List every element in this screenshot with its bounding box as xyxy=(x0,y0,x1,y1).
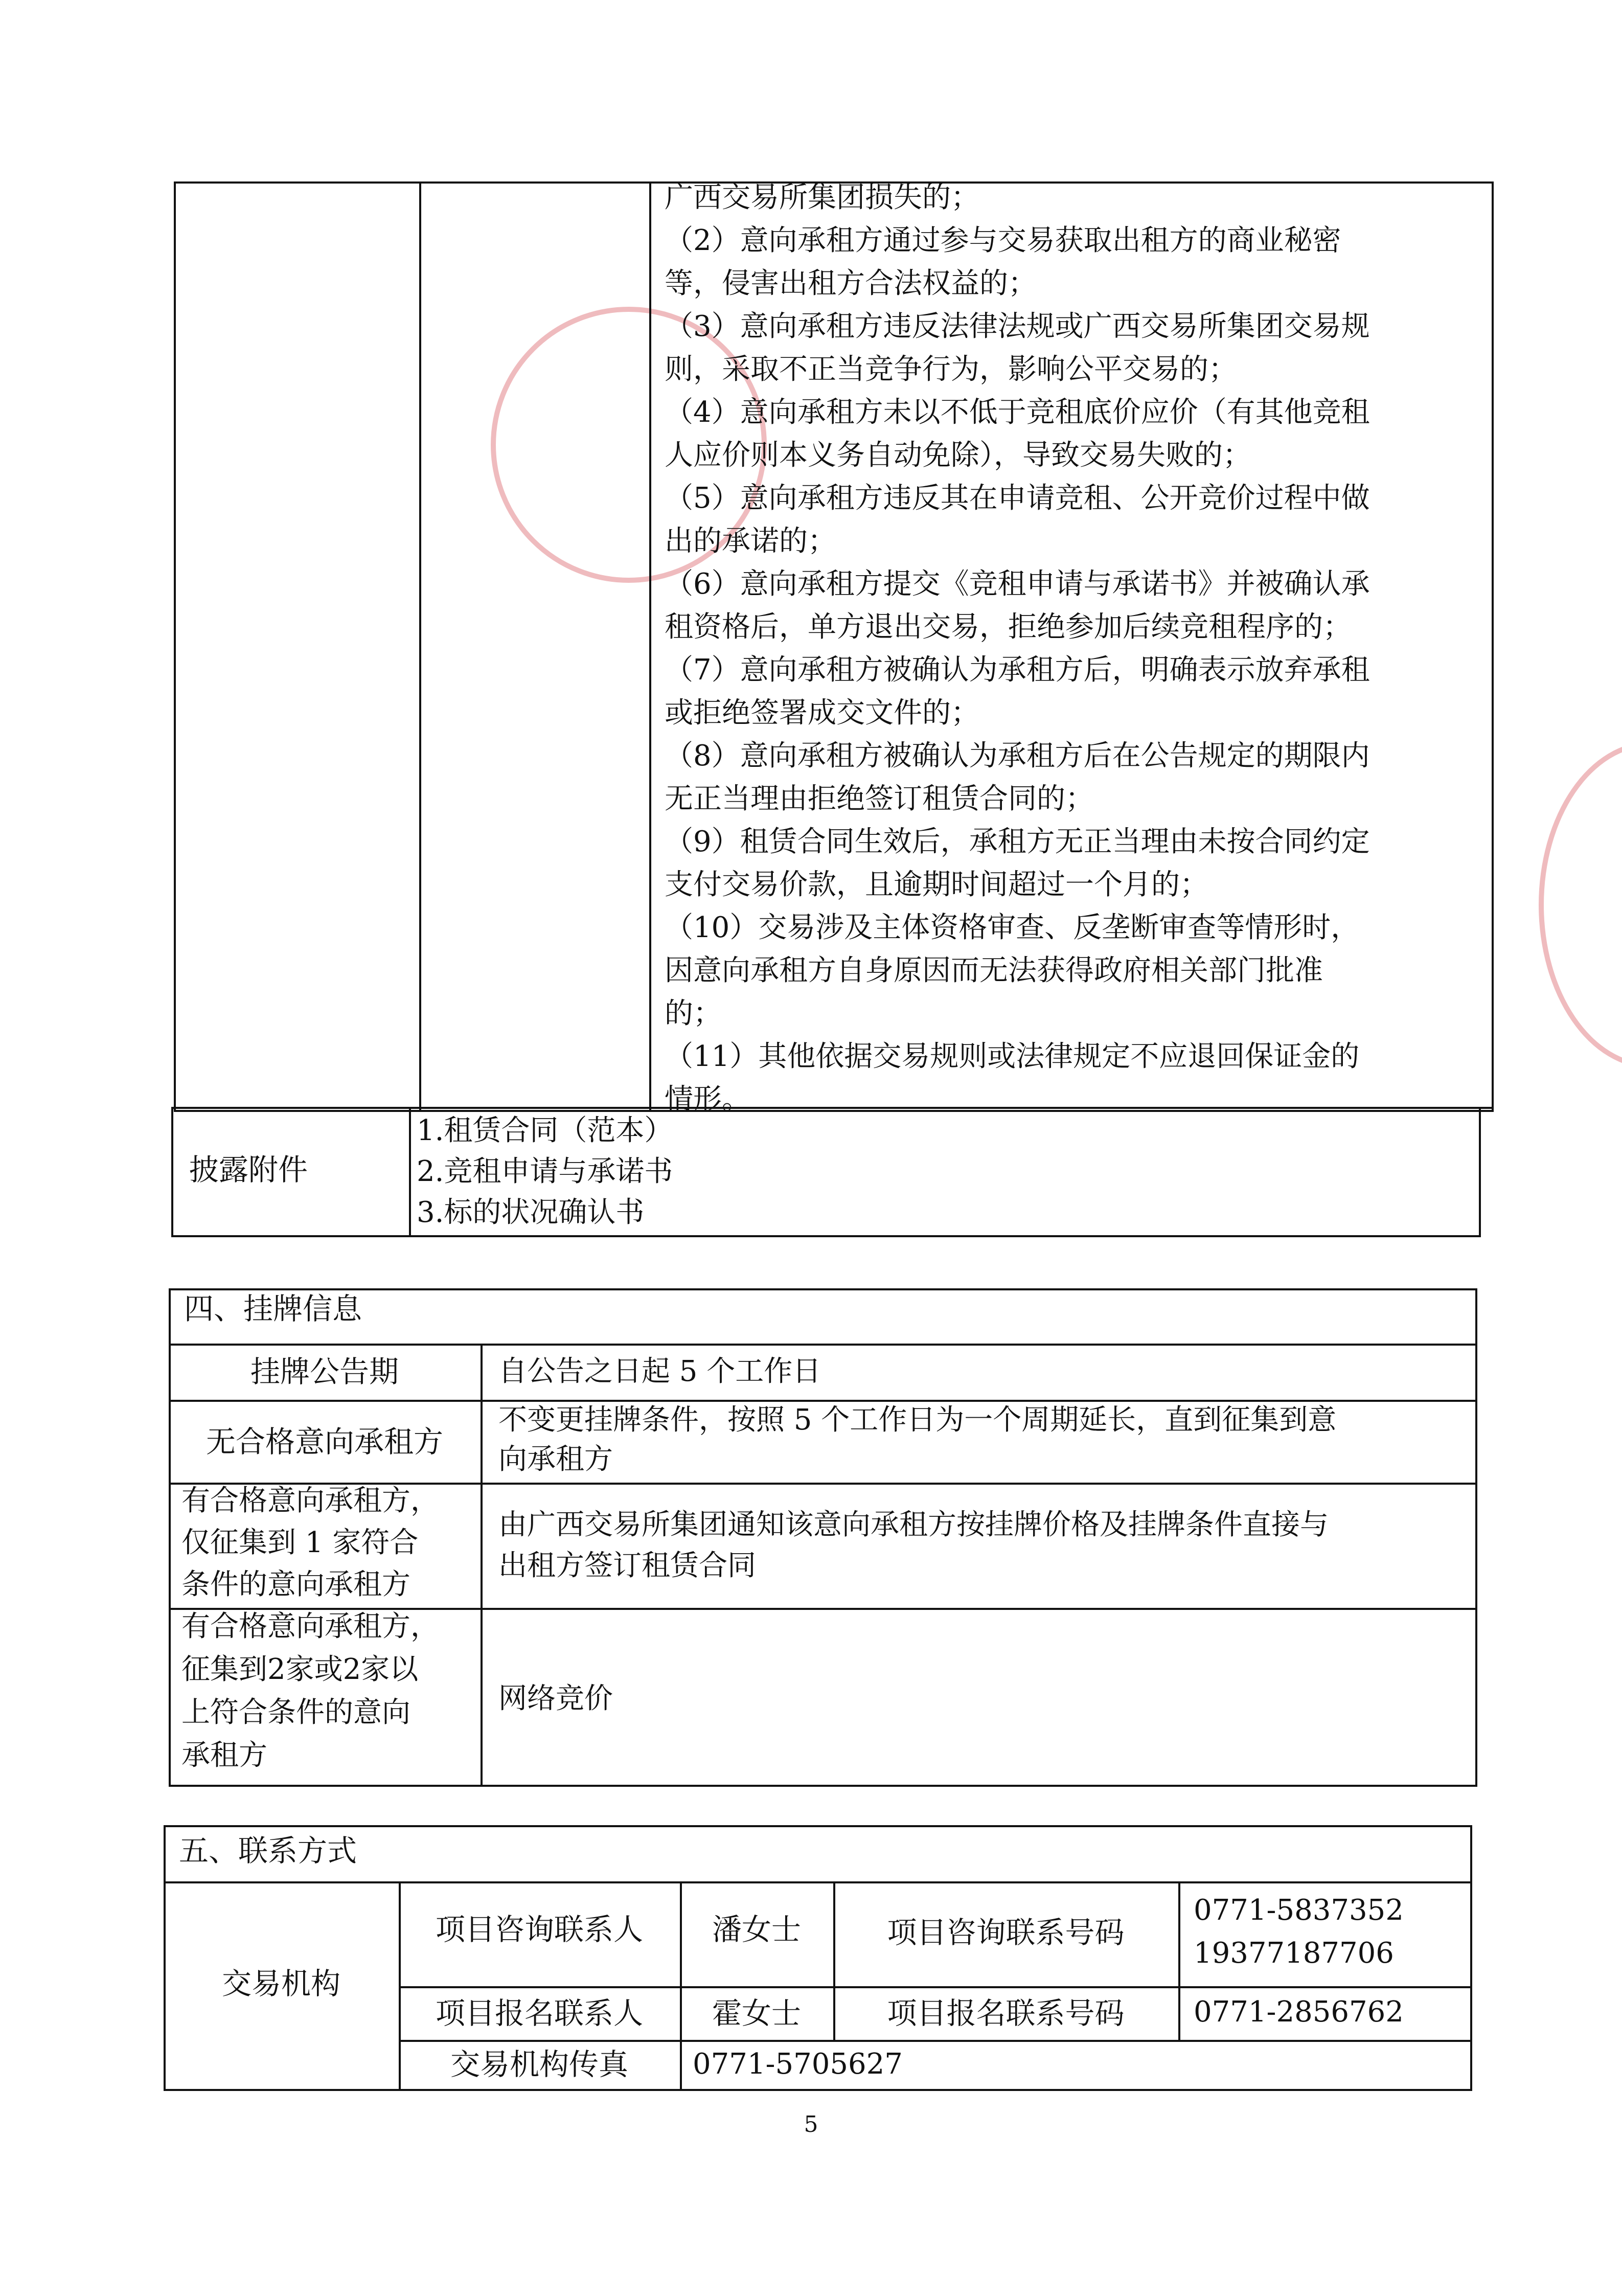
obligation-line: （7）意向承租方被确认为承租方后，明确表示放弃承租 xyxy=(665,653,1370,687)
one-qualified-lessee-value: 出租方签订租赁合同 xyxy=(498,1549,756,1582)
obligation-line: （11）其他依据交易规则或法律规定不应退回保证金的 xyxy=(665,1040,1360,1073)
no-qualified-lessee-value: 向承租方 xyxy=(498,1443,613,1476)
obligation-line: 租资格后，单方退出交易，拒绝参加后续竞租程序的； xyxy=(665,610,1352,644)
contact-title: 五、联系方式 xyxy=(179,1833,357,1868)
obligation-line: （8）意向承租方被确认为承租方后在公告规定的期限内 xyxy=(665,739,1370,772)
one-qualified-lessee-label: 条件的意向承租方 xyxy=(181,1568,410,1601)
signup-phone-label: 项目报名联系号码 xyxy=(887,1996,1125,2031)
obligation-line: 无正当理由拒绝签订租赁合同的； xyxy=(665,782,1094,815)
consult-phone-label: 项目咨询联系号码 xyxy=(887,1915,1125,1950)
obligation-line: （6）意向承租方提交《竞租申请与承诺书》并被确认承 xyxy=(665,567,1370,601)
no-qualified-lessee-label: 无合格意向承租方 xyxy=(205,1424,443,1459)
multi-qualified-lessee-label: 征集到2家或2家以 xyxy=(181,1653,419,1686)
page-number: 5 xyxy=(804,2111,818,2138)
one-qualified-lessee-label: 仅征集到 1 家符合 xyxy=(181,1526,419,1559)
obligation-line: 人应价则本义务自动免除），导致交易失败的； xyxy=(665,439,1251,472)
obligation-line: （3）意向承租方违反法律法规或广西交易所集团交易规 xyxy=(665,310,1370,343)
fax-label: 交易机构传真 xyxy=(450,2047,628,2082)
obligation-line: 或拒绝签署成交文件的； xyxy=(665,696,979,730)
disclosure-row xyxy=(171,1107,1481,1237)
obligation-line: 等，侵害出租方合法权益的； xyxy=(665,267,1037,300)
listing-period-value: 自公告之日起 5 个工作日 xyxy=(498,1355,821,1388)
signup-contact-label: 项目报名联系人 xyxy=(435,1996,643,2031)
obligation-line: （5）意向承租方违反其在申请竞租、公开竞价过程中做 xyxy=(665,482,1370,515)
listing-period-label: 挂牌公告期 xyxy=(250,1354,399,1389)
multi-qualified-lessee-label: 上符合条件的意向 xyxy=(181,1696,410,1729)
disclosure-item: 1.租赁合同（范本） xyxy=(417,1114,673,1147)
transaction-org-label: 交易机构 xyxy=(221,1966,340,2001)
obligation-line: 的； xyxy=(665,997,722,1030)
signup-contact-name: 霍女士 xyxy=(712,1996,801,2031)
disclosure-item: 2.竞租申请与承诺书 xyxy=(417,1155,673,1188)
multi-qualified-lessee-value: 网络竞价 xyxy=(498,1682,613,1715)
seal-stamp-right-edge xyxy=(1539,741,1622,1069)
obligation-line: （2）意向承租方通过参与交易获取出租方的商业秘密 xyxy=(665,224,1341,257)
consult-contact-name: 潘女士 xyxy=(712,1912,801,1947)
obligation-line: 支付交易价款，且逾期时间超过一个月的； xyxy=(665,868,1208,901)
obligation-line: （10）交易涉及主体资格审查、反垄断审查等情形时， xyxy=(665,911,1360,944)
consult-contact-label: 项目咨询联系人 xyxy=(435,1912,643,1947)
signup-phone-number: 0771-2856762 xyxy=(1194,1995,1404,2029)
multi-qualified-lessee-label: 有合格意向承租方， xyxy=(181,1610,439,1643)
one-qualified-lessee-label: 有合格意向承租方， xyxy=(181,1484,439,1517)
obligation-line: 出的承诺的； xyxy=(665,525,836,558)
consult-phone-number: 19377187706 xyxy=(1194,1937,1394,1970)
listing-title: 四、挂牌信息 xyxy=(184,1291,362,1326)
obligation-line: 因意向承租方自身原因而无法获得政府相关部门批准 xyxy=(665,954,1323,987)
obligation-line: 则，采取不正当竞争行为，影响公平交易的； xyxy=(665,353,1237,386)
multi-qualified-lessee-label: 承租方 xyxy=(181,1739,267,1772)
disclosure-item: 3.标的状况确认书 xyxy=(417,1196,645,1229)
no-qualified-lessee-value: 不变更挂牌条件，按照 5 个工作日为一个周期延长，直到征集到意 xyxy=(498,1403,1337,1437)
obligation-line: （9）租赁合同生效后，承租方无正当理由未按合同约定 xyxy=(665,825,1370,858)
one-qualified-lessee-value: 由广西交易所集团通知该意向承租方按挂牌价格及挂牌条件直接与 xyxy=(498,1508,1329,1541)
obligation-line: 广西交易所集团损失的； xyxy=(665,181,979,214)
obligation-line: （4）意向承租方未以不低于竞租底价应价（有其他竞租 xyxy=(665,396,1370,429)
obligation-line: 情形。 xyxy=(665,1083,750,1116)
fax-number: 0771-5705627 xyxy=(693,2048,903,2081)
consult-phone-number: 0771-5837352 xyxy=(1194,1894,1404,1927)
disclosure-label: 披露附件 xyxy=(189,1152,308,1187)
